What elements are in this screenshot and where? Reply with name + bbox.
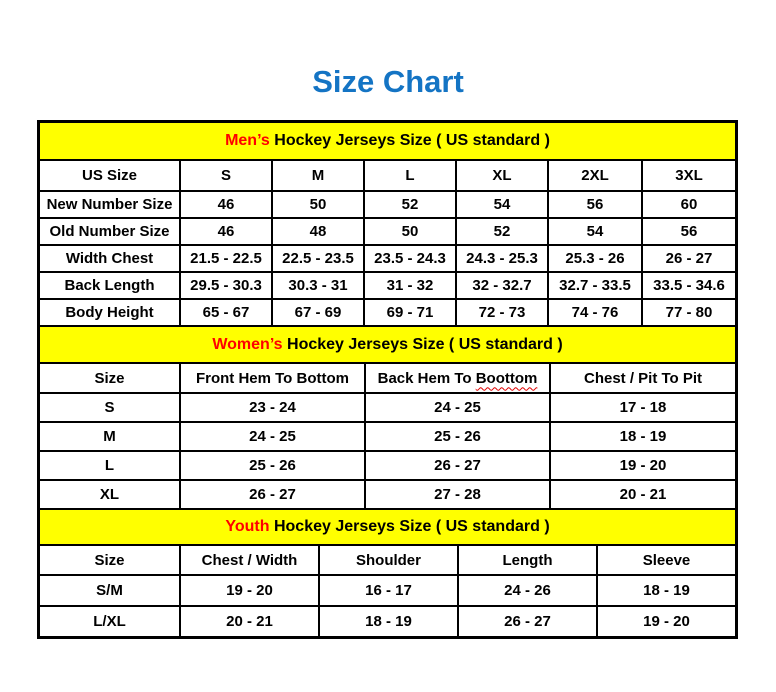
youth-section-title-rest: Hockey Jerseys Size ( US standard ) <box>269 518 550 535</box>
womens-column-header-row <box>39 363 736 393</box>
table-row <box>39 393 736 422</box>
page-title: Size Chart <box>312 64 464 99</box>
mens-section-title <box>39 122 736 160</box>
cell: 54 <box>456 191 548 218</box>
row-label: New Number Size <box>39 191 180 218</box>
cell: 18 - 19 <box>597 575 736 606</box>
column-header: Sleeve <box>597 545 736 575</box>
column-header: XL <box>456 160 548 191</box>
misspelled-word: Boottom <box>475 369 538 387</box>
column-header: Shoulder <box>319 545 458 575</box>
column-header: Size <box>39 545 180 575</box>
cell: 31 - 32 <box>364 272 456 299</box>
column-header: M <box>272 160 364 191</box>
cell: 27 - 28 <box>365 480 550 509</box>
column-header: US Size <box>39 160 180 191</box>
cell: 16 - 17 <box>319 575 458 606</box>
column-header: 2XL <box>548 160 642 191</box>
cell: 67 - 69 <box>272 299 364 326</box>
cell: 56 <box>642 218 736 245</box>
youth-size-table <box>38 508 737 638</box>
column-header: Chest / Pit To Pit <box>550 363 736 393</box>
size-chart-tables <box>37 120 738 639</box>
cell: 24 - 25 <box>365 393 550 422</box>
cell: 30.3 - 31 <box>272 272 364 299</box>
column-header: Size <box>39 363 180 393</box>
cell: 25 - 26 <box>180 451 365 480</box>
cell: 54 <box>548 218 642 245</box>
cell: 19 - 20 <box>180 575 319 606</box>
row-label: S/M <box>39 575 180 606</box>
cell: 50 <box>364 218 456 245</box>
youth-section-title-highlight: Youth <box>225 518 270 535</box>
column-header: Length <box>458 545 597 575</box>
column-header: 3XL <box>642 160 736 191</box>
womens-section-title <box>39 326 736 363</box>
table-row <box>39 575 736 606</box>
cell: 18 - 19 <box>550 422 736 451</box>
cell: 56 <box>548 191 642 218</box>
row-label: Width Chest <box>39 245 180 272</box>
column-header: S <box>180 160 272 191</box>
cell: 25 - 26 <box>365 422 550 451</box>
table-row <box>39 480 736 509</box>
womens-section-title-row <box>39 326 736 363</box>
cell: 46 <box>180 191 272 218</box>
cell: 17 - 18 <box>550 393 736 422</box>
cell: 19 - 20 <box>550 451 736 480</box>
cell: 29.5 - 30.3 <box>180 272 272 299</box>
cell: 77 - 80 <box>642 299 736 326</box>
cell: 20 - 21 <box>550 480 736 509</box>
row-label: Old Number Size <box>39 218 180 245</box>
column-header: Chest / Width <box>180 545 319 575</box>
row-label: Body Height <box>39 299 180 326</box>
mens-size-table <box>38 121 737 327</box>
cell: 18 - 19 <box>319 606 458 637</box>
cell: 50 <box>272 191 364 218</box>
cell: 19 - 20 <box>597 606 736 637</box>
cell: 22.5 - 23.5 <box>272 245 364 272</box>
cell: 52 <box>364 191 456 218</box>
youth-section-title-row <box>39 509 736 545</box>
cell: 26 - 27 <box>642 245 736 272</box>
cell: 24.3 - 25.3 <box>456 245 548 272</box>
column-header: L <box>364 160 456 191</box>
cell: 32.7 - 33.5 <box>548 272 642 299</box>
cell: 32 - 32.7 <box>456 272 548 299</box>
womens-section-title-highlight: Women’s <box>212 335 283 353</box>
table-row <box>39 245 736 272</box>
womens-section-title-rest: Hockey Jerseys Size ( US standard ) <box>282 335 563 353</box>
table-row <box>39 451 736 480</box>
row-label: M <box>39 422 180 451</box>
cell: 23 - 24 <box>180 393 365 422</box>
mens-section-title-rest: Hockey Jerseys Size ( US standard ) <box>269 132 550 149</box>
cell: 21.5 - 22.5 <box>180 245 272 272</box>
cell: 60 <box>642 191 736 218</box>
cell: 46 <box>180 218 272 245</box>
cell: 26 - 27 <box>458 606 597 637</box>
row-label: S <box>39 393 180 422</box>
cell: 69 - 71 <box>364 299 456 326</box>
cell: 72 - 73 <box>456 299 548 326</box>
table-row <box>39 218 736 245</box>
cell: 52 <box>456 218 548 245</box>
mens-column-header-row <box>39 160 736 191</box>
row-label: Back Length <box>39 272 180 299</box>
table-row <box>39 299 736 326</box>
cell: 48 <box>272 218 364 245</box>
youth-section-title <box>39 509 736 545</box>
cell: 24 - 26 <box>458 575 597 606</box>
cell: 74 - 76 <box>548 299 642 326</box>
cell: 23.5 - 24.3 <box>364 245 456 272</box>
cell: 33.5 - 34.6 <box>642 272 736 299</box>
table-row <box>39 191 736 218</box>
cell: 24 - 25 <box>180 422 365 451</box>
womens-size-table <box>38 325 737 510</box>
table-row <box>39 606 736 637</box>
cell: 65 - 67 <box>180 299 272 326</box>
column-header: Front Hem To Bottom <box>180 363 365 393</box>
table-row <box>39 422 736 451</box>
row-label: XL <box>39 480 180 509</box>
row-label: L <box>39 451 180 480</box>
cell: 26 - 27 <box>365 451 550 480</box>
row-label: L/XL <box>39 606 180 637</box>
mens-section-title-row <box>39 122 736 160</box>
cell: 26 - 27 <box>180 480 365 509</box>
column-header-text: Back Hem To <box>377 369 476 387</box>
cell: 20 - 21 <box>180 606 319 637</box>
youth-column-header-row <box>39 545 736 575</box>
cell: 25.3 - 26 <box>548 245 642 272</box>
column-header <box>365 363 550 393</box>
mens-section-title-highlight: Men’s <box>225 132 270 149</box>
table-row <box>39 272 736 299</box>
